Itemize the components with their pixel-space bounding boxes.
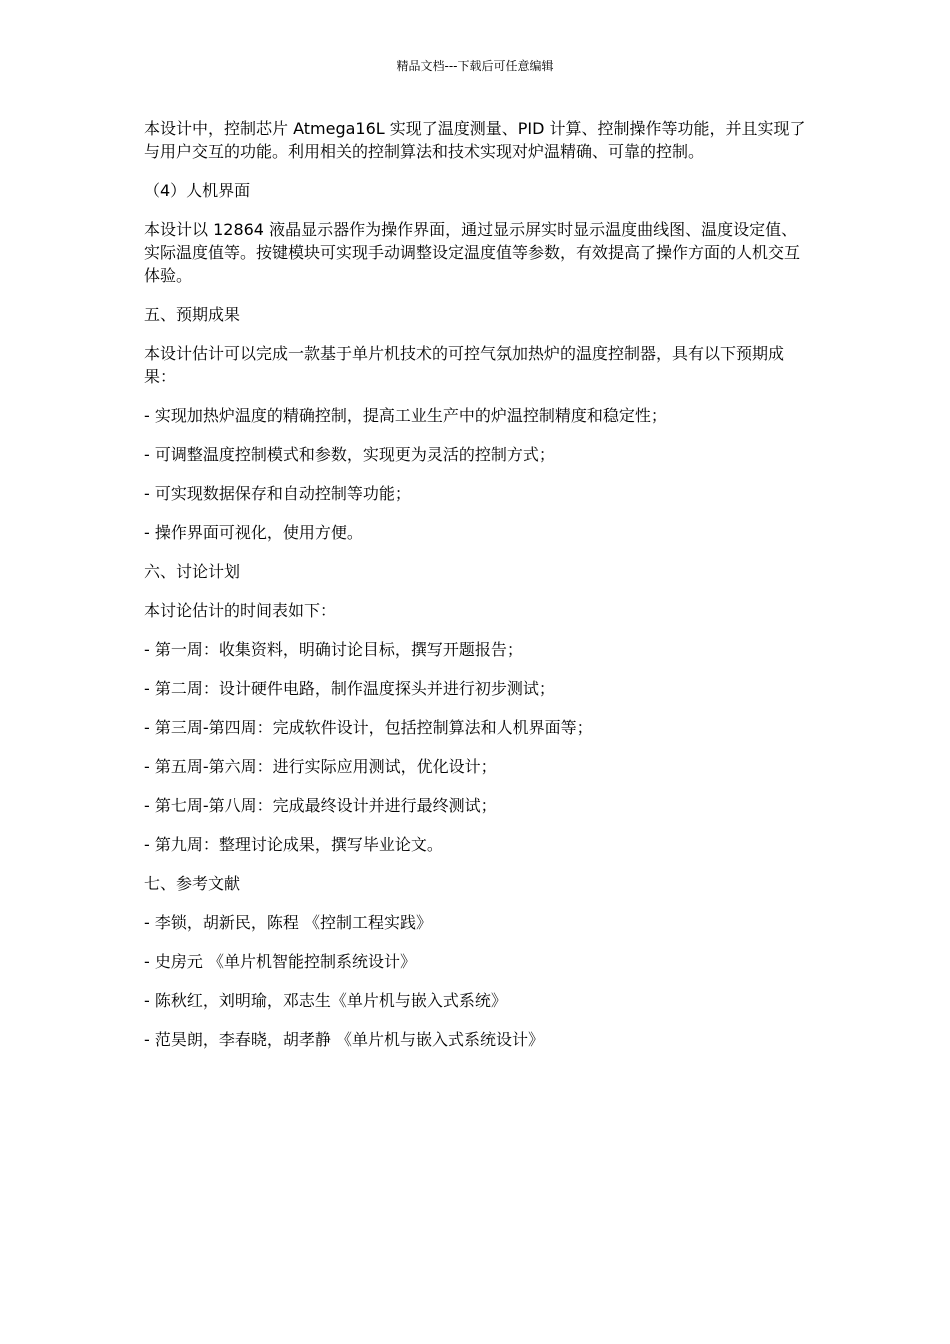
list-item-reference: - 陈秋红，刘明瑜，邓志生《单片机与嵌入式系统》 — [144, 991, 507, 1010]
heading-expected-results: 五、预期成果 — [144, 305, 241, 324]
paragraph-hmi: 本设计以 12864 液晶显示器作为操作界面，通过显示屏实时显示温度曲线图、温度设定值、实际温度值等。按键模块可实现手动调整设定温度值等参数，有效提高了操作方面的人机交互体验。 — [144, 220, 801, 285]
paragraph-discussion-plan: 本讨论估计的时间表如下： — [144, 601, 337, 620]
list-item-plan: - 第九周：整理讨论成果，撰写毕业论文。 — [144, 835, 443, 854]
page-header: 精品文档---下载后可任意编辑 — [396, 59, 554, 73]
list-item-result: - 实现加热炉温度的精确控制，提高工业生产中的炉温控制精度和稳定性； — [144, 406, 667, 425]
list-item-result: - 操作界面可视化，使用方便。 — [144, 523, 363, 542]
list-item-plan: - 第二周：设计硬件电路，制作温度探头并进行初步测试； — [144, 679, 555, 698]
list-item-reference: - 范昊朗，李春晓，胡孝静 《单片机与嵌入式系统设计》 — [144, 1030, 544, 1049]
paragraph-control-chip: 本设计中，控制芯片 Atmega16L 实现了温度测量、PID 计算、控制操作等功能，并且实现了与用户交互的功能。利用相关的控制算法和技术实现对炉温精确、可靠的控制。 — [144, 119, 806, 161]
list-item-plan: - 第七周-第八周：完成最终设计并进行最终测试； — [144, 796, 497, 815]
list-item-plan: - 第一周：收集资料，明确讨论目标，撰写开题报告； — [144, 640, 523, 659]
list-item-reference: - 李锁，胡新民，陈程 《控制工程实践》 — [144, 913, 432, 932]
heading-hmi: （4）人机界面 — [144, 181, 251, 200]
list-item-result: - 可实现数据保存和自动控制等功能； — [144, 484, 411, 503]
list-item-plan: - 第五周-第六周：进行实际应用测试，优化设计； — [144, 757, 497, 776]
heading-discussion-plan: 六、讨论计划 — [144, 562, 241, 581]
document-body — [144, 117, 808, 1067]
list-item-reference: - 史房元 《单片机智能控制系统设计》 — [144, 952, 416, 971]
heading-references: 七、参考文献 — [144, 874, 241, 893]
list-item-plan: - 第三周-第四周：完成软件设计，包括控制算法和人机界面等； — [144, 718, 593, 737]
list-item-result: - 可调整温度控制模式和参数，实现更为灵活的控制方式； — [144, 445, 555, 464]
paragraph-expected-results: 本设计估计可以完成一款基于单片机技术的可控气氛加热炉的温度控制器，具有以下预期成果： — [144, 344, 785, 386]
